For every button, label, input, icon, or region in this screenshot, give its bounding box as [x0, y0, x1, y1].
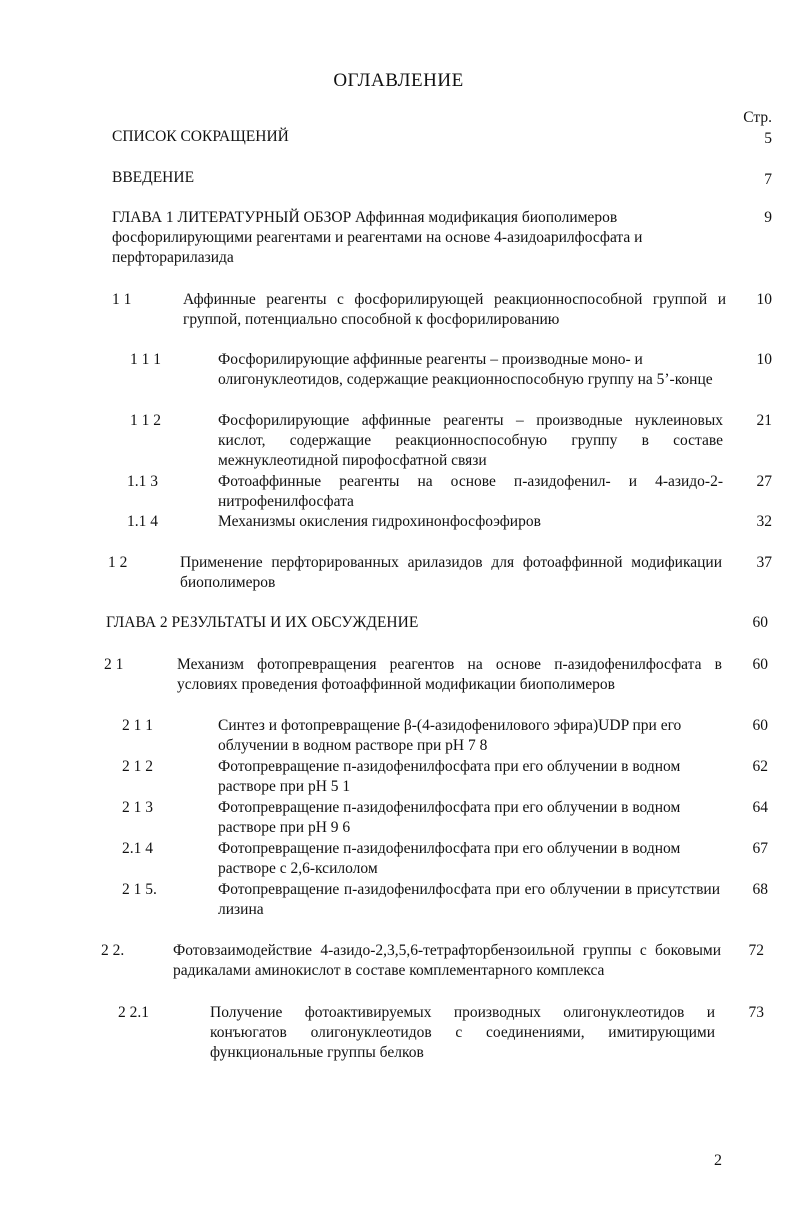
toc-entry-number: 2 1 5. [122, 881, 157, 898]
toc-entry-page: 21 [756, 412, 772, 429]
toc-entry-text: Аффинные реагенты с фосфорилирующей реакционноспособной группой и группой, потенциально способной к фосфорилированию [183, 291, 726, 328]
toc-entry-text: Механизм фотопревращения реагентов на основе п-азидофенилфосфата в условиях проведения фотоаффинной модификации биополимеров [177, 656, 722, 693]
page-column-header: Стр. [743, 109, 772, 126]
toc-entry-number: 1 1 [112, 291, 132, 308]
toc-entry-number: 2.1 4 [122, 840, 153, 857]
toc-entry-page: 68 [752, 881, 768, 898]
toc-entry-page: 32 [756, 513, 772, 530]
toc-entry-text: Фосфорилирующие аффинные реагенты – производные моно- и олигонуклеотидов, содержащие реакционноспособную группу на 5’-конце [218, 351, 713, 388]
toc-entry-page: 67 [752, 840, 768, 857]
toc-entry-text: Фотопревращение п-азидофенилфосфата при его облучении в водном растворе при pH 9 6 [218, 799, 681, 836]
toc-entry-text: Фосфорилирующие аффинные реагенты – производные нуклеиновых кислот, содержащие реакционноспособную группу в составе межнуклеотидной пирофосфатной связи [218, 412, 723, 469]
toc-entry-page: 10 [756, 351, 772, 368]
toc-entry-page: 5 [764, 130, 772, 147]
toc-entry-number: 2 2.1 [118, 1004, 149, 1021]
toc-entry-page: 72 [748, 942, 764, 959]
toc-entry-page: 37 [756, 554, 772, 571]
toc-entry-number: 1.1 3 [127, 473, 158, 490]
toc-entry-text: Получение фотоактивируемых производных олигонуклеотидов и конъюгатов олигонуклеотидов с соединениями, имитирующими функциональные группы белков [210, 1004, 715, 1061]
toc-entry-text: ВВЕДЕНИЕ [112, 169, 195, 186]
toc-entry-text: Фотопревращение п-азидофенилфосфата при его облучении в водном растворе при pH 5 1 [218, 758, 681, 795]
toc-entry-number: 1 2 [108, 554, 128, 571]
toc-entry-page: 27 [756, 473, 772, 490]
toc-entry-text: Фотопревращение п-азидофенилфосфата при его облучении в водном растворе с 2,6-ксилолом [218, 840, 681, 877]
toc-entry-number: 2 1 3 [122, 799, 153, 816]
toc-entry-number: 2 1 [104, 656, 124, 673]
toc-entry-text: Фотопревращение п-азидофенилфосфата при его облучении в присутствии лизина [218, 881, 720, 918]
toc-entry-text: Фотовзаимодействие 4-азидо-2,3,5,6-тетрафторбензоильной группы с боковыми радикалами аминокислот в составе комплементарного комплекса [173, 942, 721, 979]
toc-entry-text: Механизмы окисления гидрохинонфосфоэфиров [218, 513, 541, 530]
toc-entry-number: 2 1 2 [122, 758, 153, 775]
toc-entry-text: ГЛАВА 2 РЕЗУЛЬТАТЫ И ИХ ОБСУЖДЕНИЕ [106, 614, 419, 631]
toc-entry-page: 9 [764, 209, 772, 226]
toc-entry-page: 60 [752, 717, 768, 734]
page-title: ОГЛАВЛЕНИЕ [333, 70, 464, 91]
page-number: 2 [714, 1152, 722, 1169]
toc-entry-text: Фотоаффинные реагенты на основе п-азидофенил- и 4-азидо-2-нитрофенилфосфата [218, 473, 723, 510]
toc-entry-page: 10 [756, 291, 772, 308]
toc-entry-number: 1.1 4 [127, 513, 158, 530]
toc-entry-number: 1 1 2 [130, 412, 161, 429]
toc-entry-page: 7 [764, 171, 772, 188]
toc-entry-page: 64 [752, 799, 768, 816]
toc-entry-text: ГЛАВА 1 ЛИТЕРАТУРНЫЙ ОБЗОР Аффинная модификация биополимеров фосфорилирующими реагентами и реагентами на основе 4-азидоарилфосфата и перфторарилазида [112, 209, 643, 266]
toc-entry-page: 60 [752, 656, 768, 673]
toc-entry-number: 1 1 1 [130, 351, 161, 368]
toc-entry-text: СПИСОК СОКРАЩЕНИЙ [112, 128, 289, 145]
toc-entry-number: 2 1 1 [122, 717, 153, 734]
toc-entry-number: 2 2. [101, 942, 125, 959]
toc-entry-page: 62 [752, 758, 768, 775]
toc-entry-text: Синтез и фотопревращение β-(4-азидофенилового эфира)UDP при его облучении в водном растворе при pH 7 8 [218, 717, 682, 754]
toc-entry-page: 60 [752, 614, 768, 631]
toc-entry-text: Применение перфторированных арилазидов для фотоаффинной модификации биополимеров [180, 554, 722, 591]
toc-entry-page: 73 [748, 1004, 764, 1021]
